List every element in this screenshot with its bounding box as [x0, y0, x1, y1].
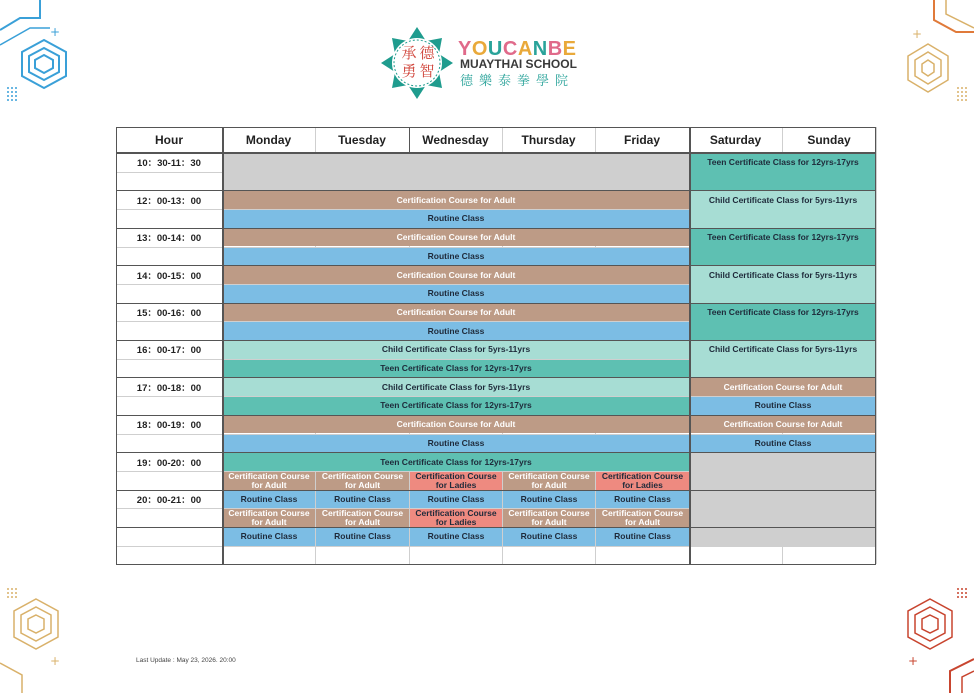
class-block[interactable]: Routine Class: [596, 528, 689, 546]
grid-border: [875, 127, 876, 565]
class-block[interactable]: [690, 378, 876, 396]
class-block[interactable]: Routine Class: [223, 285, 689, 303]
corner-decoration-top-right: [894, 0, 974, 110]
class-block[interactable]: Teen Certificate Class for 12yrs-17yrs: [223, 397, 689, 415]
grid-border: [116, 127, 117, 565]
class-block[interactable]: Certification Course for Adult: [223, 229, 689, 247]
class-block[interactable]: Routine Class: [316, 528, 409, 546]
time-slot-label: 12：00-13：00: [136, 195, 202, 207]
class-block[interactable]: Certification Course for Adult: [223, 266, 689, 284]
grid-border: [116, 152, 876, 154]
class-block[interactable]: [690, 397, 876, 415]
brand-letter: E: [562, 38, 577, 60]
corner-decoration-top-left: [0, 0, 80, 110]
brand-letter: C: [502, 38, 518, 60]
class-label: Child Certificate Class for 5yrs-11yrs: [708, 269, 858, 280]
class-block[interactable]: Routine Class: [410, 528, 502, 546]
class-block[interactable]: Routine Class: [223, 322, 689, 340]
time-slot-label: 17：00-18：00: [136, 382, 202, 394]
class-block[interactable]: Certification Course for Adult: [503, 472, 595, 490]
time-slot-label: 19：00-20：00: [136, 457, 202, 469]
time-slot-label: 10：30-11：30: [137, 158, 201, 170]
class-block[interactable]: Certification Course for Adult: [316, 509, 409, 527]
class-block[interactable]: [690, 154, 876, 190]
class-block[interactable]: Routine Class: [223, 210, 689, 228]
column-header-friday: Friday: [623, 133, 660, 147]
grid-border: [689, 127, 691, 565]
class-block[interactable]: Child Certificate Class for 5yrs-11yrs: [223, 378, 689, 396]
last-update: Last Update : May 23, 2026. 20:00: [136, 657, 236, 664]
class-block[interactable]: Certification Course for Adult: [596, 509, 689, 527]
class-block[interactable]: Certification Course for Adult: [223, 304, 689, 322]
class-block[interactable]: Certification Course for Ladies: [410, 472, 502, 490]
class-block[interactable]: [690, 304, 876, 340]
grid-border: [116, 265, 876, 266]
class-label: Routine Class: [754, 400, 812, 411]
grid-border: [116, 564, 876, 565]
class-block[interactable]: Certification Course for Ladies: [410, 509, 502, 527]
grid-line: [116, 546, 876, 547]
class-label: Teen Certificate Class for 12yrs-17yrs: [707, 157, 859, 168]
seal-char: 承: [401, 44, 417, 62]
grid-border: [116, 490, 876, 491]
school-logo: [378, 24, 608, 108]
class-block[interactable]: Routine Class: [223, 528, 315, 546]
svg-text:+: +: [908, 654, 919, 668]
class-block[interactable]: Routine Class: [223, 491, 315, 509]
school-subtitle: MUAYTHAI SCHOOL: [460, 57, 577, 71]
class-block[interactable]: Certification Course for Adult: [223, 191, 689, 209]
corner-decoration-bottom-right: [894, 583, 974, 693]
svg-text:+: +: [912, 27, 923, 41]
class-label: Child Certificate Class for 5yrs-11yrs: [708, 344, 858, 355]
class-block[interactable]: [690, 416, 876, 434]
class-block[interactable]: [690, 266, 876, 302]
time-slot-label: 15：00-16：00: [136, 307, 202, 319]
class-block[interactable]: Child Certificate Class for 5yrs-11yrs: [223, 341, 689, 359]
timetable: [116, 127, 876, 568]
class-block[interactable]: Certification Course for Adult: [503, 509, 595, 527]
class-block[interactable]: Routine Class: [503, 528, 595, 546]
class-block[interactable]: Routine Class: [316, 491, 409, 509]
class-block[interactable]: Teen Certificate Class for 12yrs-17yrs: [223, 453, 689, 471]
corner-decoration-bottom-left: [0, 583, 80, 693]
column-header-hour: Hour: [155, 133, 183, 147]
class-block[interactable]: [690, 341, 876, 377]
class-block[interactable]: Routine Class: [503, 491, 595, 509]
grid-border: [116, 190, 876, 191]
brand-letter: B: [547, 38, 563, 60]
column-header-saturday: Saturday: [709, 133, 762, 147]
grid-border: [116, 377, 876, 378]
class-block[interactable]: [690, 229, 876, 265]
time-slot-label: 14：00-15：00: [136, 270, 202, 282]
class-block[interactable]: Routine Class: [223, 248, 689, 266]
grid-line: [876, 127, 877, 564]
brand-letter: U: [487, 38, 503, 60]
class-block[interactable]: [690, 191, 876, 227]
class-label: Child Certificate Class for 5yrs-11yrs: [708, 194, 858, 205]
grid-border: [116, 303, 876, 304]
class-block[interactable]: Certification Course for Adult: [223, 416, 689, 434]
time-slot-label: 16：00-17：00: [136, 345, 202, 357]
grid-border: [116, 127, 876, 128]
svg-text:+: +: [50, 654, 61, 668]
class-block[interactable]: Routine Class: [223, 435, 689, 453]
class-block[interactable]: Teen Certificate Class for 12yrs-17yrs: [223, 360, 689, 378]
brand-letter: A: [517, 38, 533, 60]
column-header-tuesday: Tuesday: [338, 133, 386, 147]
grid-border: [222, 127, 224, 565]
class-block[interactable]: Certification Course for Adult: [223, 509, 315, 527]
seal-char: 勇: [401, 62, 417, 80]
brand-letter: Y: [458, 38, 472, 60]
class-block[interactable]: [690, 435, 876, 453]
class-label: Teen Certificate Class for 12yrs-17yrs: [707, 306, 859, 317]
brand-letter: O: [471, 38, 488, 60]
time-slot-label: 18：00-19：00: [136, 420, 202, 432]
grid-border: [116, 228, 876, 229]
class-block-empty: [690, 453, 876, 546]
class-block[interactable]: Certification Course for Adult: [223, 472, 315, 490]
seal-char: 智: [419, 62, 435, 80]
class-block[interactable]: Certification Course for Ladies: [596, 472, 689, 490]
grid-border: [116, 452, 876, 453]
column-header-thursday: Thursday: [521, 133, 576, 147]
svg-text:+: +: [50, 25, 61, 39]
grid-border: [116, 415, 876, 416]
seal-char: 德: [419, 44, 435, 62]
column-header-wednesday: Wednesday: [422, 133, 489, 147]
class-label: Certification Course for Adult: [723, 419, 843, 430]
grid-border: [409, 127, 410, 153]
time-slot-label: 13：00-14：00: [136, 233, 202, 245]
class-label: Routine Class: [754, 437, 812, 448]
chinese-name: 德樂泰拳學院: [460, 73, 575, 88]
column-header-sunday: Sunday: [807, 133, 851, 147]
time-slot-label: 20：00-21：00: [136, 494, 202, 506]
grid-border: [116, 527, 876, 528]
brand-letter: N: [532, 38, 548, 60]
grid-border: [116, 340, 876, 341]
class-label: Certification Course for Adult: [723, 381, 843, 392]
seal-characters: [400, 44, 436, 80]
class-block[interactable]: Routine Class: [410, 491, 502, 509]
class-block[interactable]: Certification Course for Adult: [316, 472, 409, 490]
class-block[interactable]: Routine Class: [596, 491, 689, 509]
class-block-empty: [223, 154, 689, 190]
class-label: Teen Certificate Class for 12yrs-17yrs: [707, 232, 859, 243]
column-header-monday: Monday: [245, 133, 292, 147]
